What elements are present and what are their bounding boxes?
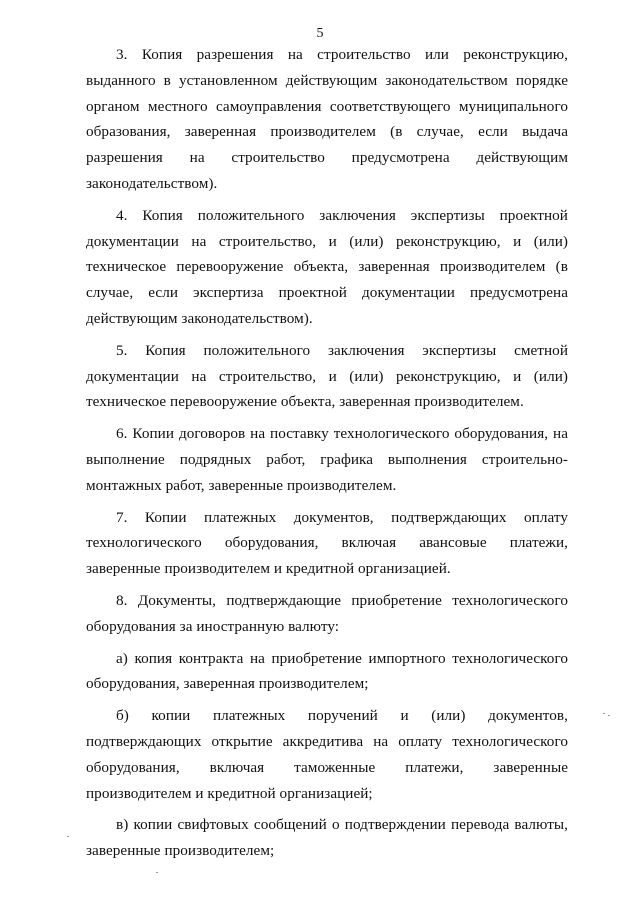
list-item-3: 3. Копия разрешения на строительство или реконструкцию, выданного в установленном действующим законодательством порядке органом местного самоуправления соответствующего муниципального образования, заверенная производителем (в случае, если выдача разрешения на строительство предусмотрена действующим законодательством). [86,46,568,192]
scan-speck [608,715,610,716]
list-item-6: 6. Копии договоров на поставку технологического оборудования, на выполнение подрядных работ, графика выполнения строительно-монтажных работ, заверенные производителем. [86,425,568,494]
scan-speck [67,836,69,837]
document-body [86,42,568,870]
list-item-5: 5. Копия положительного заключения экспертизы сметной документации на строительство, и (или) реконструкцию, и (или) техническое перевооружение объекта, заверенная производителем. [86,341,568,411]
page-number: 5 [316,26,324,41]
list-item-8: 8. Документы, подтверждающие приобретение технологического оборудования за иностранную валюту: [86,591,568,635]
list-item-7: 7. Копии платежных документов, подтверждающих оплату технологического оборудования, включая авансовые платежи, заверенные производителем и кредитной организацией. [86,508,568,578]
list-item-4: 4. Копия положительного заключения экспертизы проектной документации на строительство, и (или) реконструкцию, и (или) техническое перевооружение объекта, заверенная производителем (в случае, если экспертиза проектной документации предусмотрена действующим законодательством). [86,206,568,327]
sub-item-8a: а) копия контракта на приобретение импортного технологического оборудования, заверенная производителем; [86,649,568,693]
scan-speck [156,872,158,873]
scan-speck [603,713,605,714]
sub-item-8c: в) копии свифтовых сообщений о подтверждении перевода валюты, заверенные производителем; [86,816,568,860]
sub-item-8b: б) копии платежных поручений и (или) документов, подтверждающих открытие аккредитива на оплату технологического оборудования, включая таможенные платежи, заверенные производителем и кредитной организацией; [86,707,568,802]
